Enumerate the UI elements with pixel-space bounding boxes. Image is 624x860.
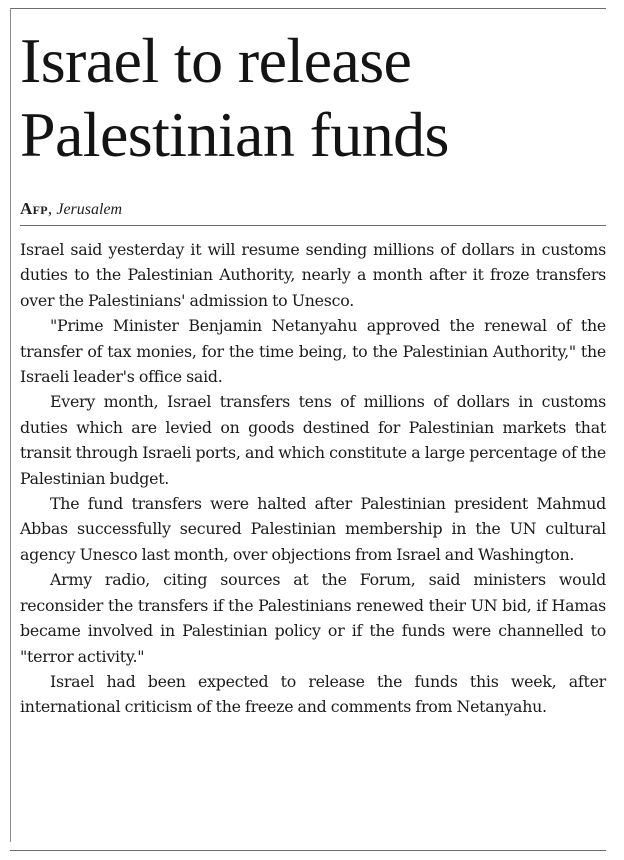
- article-body: [20, 237, 606, 720]
- article-paragraph: Israel said yesterday it will resume sending millions of dollars in customs duties to the Palestinian Authority, nearly a month after it froze transfers over the Palestinians' admission to Unesco.: [20, 240, 606, 310]
- byline: [20, 198, 122, 221]
- bottom-border-rule: [10, 850, 606, 851]
- article-paragraph: Every month, Israel transfers tens of millions of dollars in customs duties which are levied on goods destined for Palestinian markets that transit through Israeli ports, and which constitute a large percentage of the Palestinian budget.: [20, 392, 606, 488]
- byline-agency: Afp: [20, 199, 48, 218]
- byline-location: Jerusalem: [56, 201, 123, 218]
- article-paragraph: Israel had been expected to release the funds this week, after international criticism of the freeze and comments from Netanyahu.: [20, 671, 606, 717]
- left-column-rule: [10, 8, 11, 842]
- top-border-rule: [10, 8, 606, 9]
- byline-separator: ,: [47, 199, 57, 218]
- article-paragraph: "Prime Minister Benjamin Netanyahu approved the renewal of the transfer of tax monies, for the time being, to the Palestinian Authority," the Israeli leader's office said.: [20, 316, 606, 387]
- article-paragraph: Army radio, citing sources at the Forum, said ministers would reconsider the transfers if the Palestinians renewed their UN bid, if Hamas became involved in Palestinian policy or if the funds were channelled to "terror activity.": [20, 570, 606, 666]
- headline: Israel to release Palestinian funds: [20, 25, 449, 170]
- article-paragraph: The fund transfers were halted after Palestinian president Mahmud Abbas successfully secured Palestinian membership in the UN cultural agency Unesco last month, over objections from Israel and Washington.: [20, 494, 606, 564]
- byline-divider: [20, 225, 606, 226]
